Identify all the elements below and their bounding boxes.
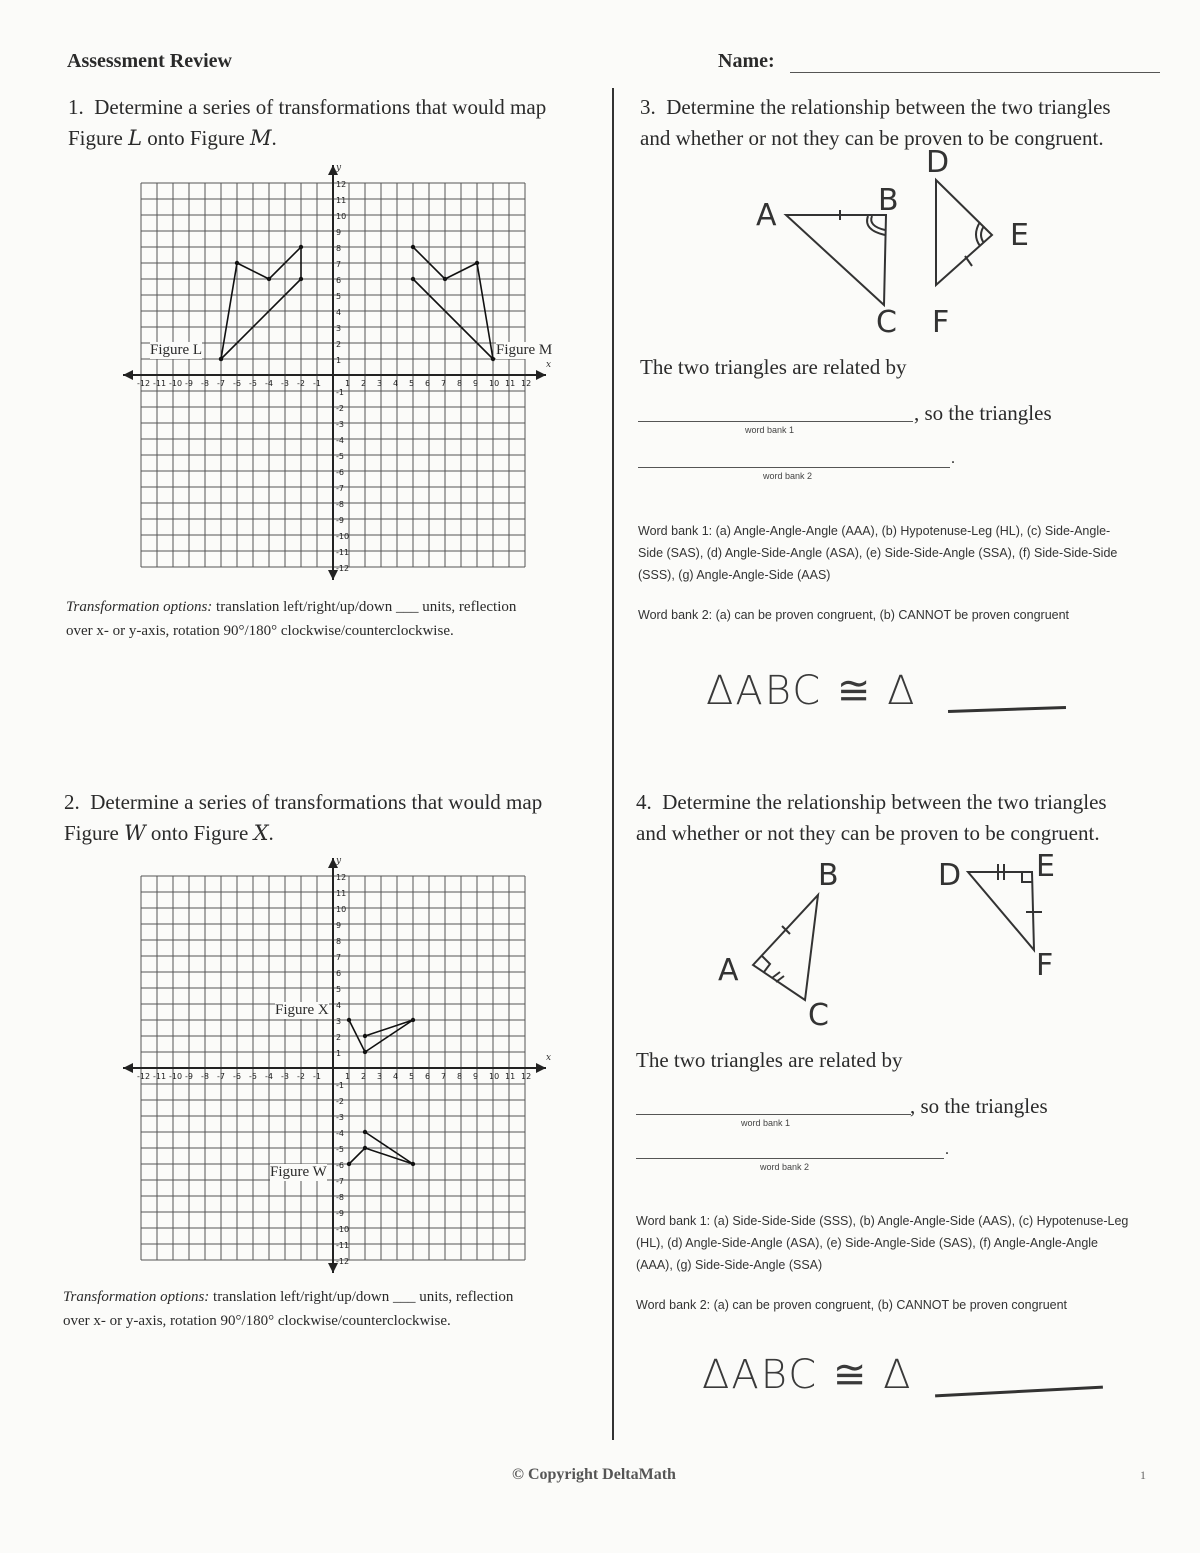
q4-wb1-line-1: Word bank 1: (a) Side-Side-Side (SSS), (b) Angle-Angle-Side (AAS), (c) Hypotenuse-Leg bbox=[636, 1214, 1129, 1228]
x-tick-label: 9 bbox=[473, 379, 479, 388]
y-tick-label: -7 bbox=[336, 484, 344, 493]
y-tick-label: 6 bbox=[336, 276, 342, 285]
right-angle-mark-e bbox=[1022, 872, 1032, 882]
x-tick-label: -3 bbox=[281, 379, 289, 388]
x-tick-label: 3 bbox=[377, 379, 383, 388]
q4-triangles-diagram bbox=[710, 850, 1080, 1035]
y-tick-label: -1 bbox=[336, 1081, 344, 1090]
x-tick-label: 10 bbox=[489, 1072, 500, 1081]
tick-mark bbox=[772, 972, 780, 978]
question-4 bbox=[636, 787, 1176, 849]
x-tick-label: -8 bbox=[201, 379, 209, 388]
y-tick-label: 8 bbox=[336, 937, 342, 946]
q3-wb2-caption: word bank 2 bbox=[763, 471, 813, 481]
figure-m-shape-vertex bbox=[475, 261, 479, 265]
q3-word-bank-1 bbox=[638, 520, 1168, 586]
figure-l-shape-vertex bbox=[299, 245, 303, 249]
x-tick-label: -2 bbox=[297, 1072, 305, 1081]
y-tick-label: -11 bbox=[336, 548, 350, 557]
y-tick-label: 3 bbox=[336, 324, 342, 333]
q3-number: 3. bbox=[640, 95, 656, 119]
figure-m-shape-vertex bbox=[443, 277, 447, 281]
name-label: Name: bbox=[718, 50, 775, 72]
q2-fig-from: W bbox=[124, 821, 146, 845]
q1-text-b-end: . bbox=[271, 126, 277, 150]
triangle-def bbox=[936, 180, 992, 285]
q3-wb1-caption: word bank 1 bbox=[745, 425, 795, 435]
y-tick-label: 7 bbox=[336, 260, 342, 269]
tick-mark bbox=[965, 256, 972, 266]
figure-w-label: Figure W bbox=[270, 1164, 327, 1180]
q2-number: 2. bbox=[64, 790, 80, 814]
figure-w-shape-vertex bbox=[363, 1130, 367, 1134]
x-tick-label: 10 bbox=[489, 379, 500, 388]
q3-so-triangles: , so the triangles bbox=[914, 401, 1052, 425]
figure-m-shape-vertex bbox=[411, 277, 415, 281]
figure-w-shape-vertex bbox=[363, 1146, 367, 1150]
figure-l-shape bbox=[221, 247, 301, 359]
x-tick-label: 11 bbox=[505, 1072, 516, 1081]
y-tick-label: -8 bbox=[336, 500, 344, 509]
y-tick-label: -5 bbox=[336, 1145, 344, 1154]
q3-wb1-line-2: Side (SAS), (d) Angle-Side-Angle (ASA), (e) Side-Side-Angle (SSA), (f) Side-Side-Side bbox=[638, 546, 1118, 560]
y-tick-label: -12 bbox=[336, 1257, 350, 1266]
figure-x-shape-vertex bbox=[411, 1018, 415, 1022]
q4-number: 4. bbox=[636, 790, 652, 814]
y-tick-label: 9 bbox=[336, 228, 342, 237]
y-tick-label: -9 bbox=[336, 516, 344, 525]
question-3 bbox=[640, 92, 1180, 154]
y-tick-label: 5 bbox=[336, 292, 342, 301]
q4-answer-blank-2[interactable] bbox=[636, 1157, 944, 1159]
y-axis-label: y bbox=[336, 163, 342, 173]
y-tick-label: -4 bbox=[336, 436, 344, 445]
angle-arc-e-2 bbox=[981, 226, 984, 243]
q2-options-label: Transformation options: bbox=[63, 1289, 210, 1305]
label-f: F bbox=[1036, 948, 1054, 983]
q2-fig-to: X bbox=[253, 821, 269, 845]
q4-so-triangles: , so the triangles bbox=[910, 1094, 1048, 1118]
coordinate-grid-1 bbox=[118, 160, 553, 585]
y-tick-label: 10 bbox=[336, 905, 347, 914]
copyright: © Copyright DeltaMath bbox=[512, 1466, 676, 1483]
q2-options-text-1: translation left/right/up/down ___ units, reflection bbox=[209, 1289, 514, 1305]
figure-m-label: Figure M bbox=[496, 342, 553, 358]
y-tick-label: 3 bbox=[336, 1017, 342, 1026]
q3-period: . bbox=[951, 450, 955, 467]
page-title: Assessment Review bbox=[67, 50, 232, 72]
figure-x-shape-vertex bbox=[347, 1018, 351, 1022]
angle-arc-b bbox=[871, 216, 885, 230]
q1-options-text-2: over x- or y-axis, rotation 90°/180° clockwise/counterclockwise. bbox=[66, 623, 454, 639]
column-divider bbox=[612, 88, 614, 1440]
q4-answer-blank-1[interactable] bbox=[636, 1113, 911, 1115]
name-field[interactable] bbox=[790, 56, 1160, 73]
x-axis-arrow-right bbox=[536, 370, 546, 380]
y-tick-label: 4 bbox=[336, 308, 342, 317]
q3-related-by: The two triangles are related by bbox=[640, 355, 907, 379]
figure-l-shape-vertex bbox=[267, 277, 271, 281]
label-c: C bbox=[876, 305, 897, 340]
x-tick-label: 3 bbox=[377, 1072, 383, 1081]
y-tick-label: 1 bbox=[336, 1049, 342, 1058]
y-tick-label: -4 bbox=[336, 1129, 344, 1138]
x-tick-label: -3 bbox=[281, 1072, 289, 1081]
x-tick-label: -2 bbox=[297, 379, 305, 388]
y-tick-label: -2 bbox=[336, 404, 344, 413]
q1-options-label: Transformation options: bbox=[66, 599, 213, 615]
q4-wb2-caption: word bank 2 bbox=[760, 1162, 810, 1172]
figure-m-shape-vertex bbox=[491, 357, 495, 361]
q1-text-b-mid: onto Figure bbox=[142, 126, 250, 150]
y-tick-label: 5 bbox=[336, 985, 342, 994]
q3-wb1-line-1: Word bank 1: (a) Angle-Angle-Angle (AAA), (b) Hypotenuse-Leg (HL), (c) Side-Angle- bbox=[638, 524, 1111, 538]
label-a: A bbox=[718, 953, 739, 988]
right-angle-mark-a bbox=[762, 956, 770, 972]
figure-l-label: Figure L bbox=[150, 342, 203, 358]
q1-fig-from: L bbox=[128, 126, 143, 150]
x-tick-label: -9 bbox=[185, 1072, 193, 1081]
y-tick-label: -8 bbox=[336, 1193, 344, 1202]
figure-m-shape bbox=[413, 247, 493, 359]
figure-x-shape-vertex bbox=[363, 1050, 367, 1054]
y-tick-label: 8 bbox=[336, 244, 342, 253]
q1-options bbox=[66, 595, 606, 643]
x-tick-label: 6 bbox=[425, 379, 431, 388]
label-e: E bbox=[1036, 850, 1055, 884]
x-axis-arrow-left bbox=[123, 1063, 133, 1073]
y-axis-label: y bbox=[336, 856, 342, 866]
y-tick-label: 9 bbox=[336, 921, 342, 930]
label-f: F bbox=[932, 305, 950, 340]
q1-fig-to: M bbox=[249, 126, 272, 150]
figure-x-label: Figure X bbox=[275, 1002, 329, 1018]
q2-options-text-2: over x- or y-axis, rotation 90°/180° clockwise/counterclockwise. bbox=[63, 1313, 451, 1329]
y-tick-label: -2 bbox=[336, 1097, 344, 1106]
x-tick-label: 5 bbox=[409, 379, 415, 388]
q3-handwritten-blank[interactable] bbox=[948, 706, 1066, 713]
y-tick-label: 2 bbox=[336, 1033, 342, 1042]
figure-w-shape-vertex bbox=[411, 1162, 415, 1166]
label-e: E bbox=[1010, 218, 1029, 253]
q1-number: 1. bbox=[68, 95, 84, 119]
q2-text-b-end: . bbox=[268, 821, 274, 845]
q4-wb1-line-2: (HL), (d) Angle-Side-Angle (ASA), (e) Side-Angle-Side (SAS), (f) Angle-Angle-Angle bbox=[636, 1236, 1099, 1250]
x-tick-label: -8 bbox=[201, 1072, 209, 1081]
figure-m-shape-vertex bbox=[411, 245, 415, 249]
q4-wb1-caption: word bank 1 bbox=[741, 1118, 791, 1128]
y-tick-label: 12 bbox=[336, 180, 347, 189]
x-tick-label: -6 bbox=[233, 1072, 241, 1081]
x-tick-label: -10 bbox=[169, 1072, 183, 1081]
q1-text-a: Determine a series of transformations that would map bbox=[94, 95, 547, 119]
x-axis-arrow-right bbox=[536, 1063, 546, 1073]
q3-word-bank-2: Word bank 2: (a) can be proven congruent, (b) CANNOT be proven congruent bbox=[638, 608, 1070, 622]
x-tick-label: -10 bbox=[169, 379, 183, 388]
y-tick-label: -1 bbox=[336, 388, 344, 397]
tick-mark bbox=[776, 976, 784, 982]
angle-arc-e bbox=[976, 222, 980, 246]
q4-handwritten-congruence: ΔABC ≅ Δ bbox=[702, 1352, 913, 1398]
y-tick-label: -10 bbox=[336, 1225, 350, 1234]
angle-arc-b-2 bbox=[867, 216, 885, 235]
label-d: D bbox=[926, 150, 950, 180]
x-tick-label: -9 bbox=[185, 379, 193, 388]
q4-period: . bbox=[945, 1141, 949, 1158]
x-tick-label: -1 bbox=[313, 379, 321, 388]
x-tick-label: -5 bbox=[249, 379, 257, 388]
y-tick-label: 10 bbox=[336, 212, 347, 221]
label-a: A bbox=[756, 198, 777, 233]
y-tick-label: -3 bbox=[336, 420, 344, 429]
q4-wb1-line-3: (AAA), (g) Side-Side-Angle (SSA) bbox=[636, 1258, 823, 1272]
x-tick-label: -7 bbox=[217, 379, 225, 388]
q2-text-b-mid: onto Figure bbox=[145, 821, 254, 845]
figure-w-shape-vertex bbox=[347, 1162, 351, 1166]
x-tick-label: 1 bbox=[345, 379, 351, 388]
q4-text-b: and whether or not they can be proven to be congruent. bbox=[636, 821, 1100, 845]
y-tick-label: -5 bbox=[336, 452, 344, 461]
x-tick-label: 2 bbox=[361, 1072, 367, 1081]
q4-text-a: Determine the relationship between the two triangles bbox=[662, 790, 1107, 814]
triangle-abc bbox=[753, 895, 818, 1000]
label-d: D bbox=[938, 858, 962, 893]
x-tick-label: 2 bbox=[361, 379, 367, 388]
q3-answer-blank-1[interactable] bbox=[638, 420, 913, 422]
x-tick-label: 11 bbox=[505, 379, 516, 388]
y-tick-label: -11 bbox=[336, 1241, 350, 1250]
label-b: B bbox=[878, 183, 899, 218]
q3-wb1-line-3: (SSS), (g) Angle-Angle-Side (AAS) bbox=[638, 568, 831, 582]
x-tick-label: -1 bbox=[313, 1072, 321, 1081]
y-tick-label: 11 bbox=[336, 196, 347, 205]
figure-l-shape-vertex bbox=[235, 261, 239, 265]
x-tick-label: -4 bbox=[265, 379, 273, 388]
x-tick-label: 4 bbox=[393, 379, 399, 388]
coordinate-grid-2 bbox=[118, 853, 553, 1278]
x-tick-label: 8 bbox=[457, 1072, 463, 1081]
q4-word-bank-2: Word bank 2: (a) can be proven congruent, (b) CANNOT be proven congruent bbox=[636, 1298, 1068, 1312]
x-tick-label: 4 bbox=[393, 1072, 399, 1081]
y-tick-label: -10 bbox=[336, 532, 350, 541]
q1-text-b-pre: Figure bbox=[68, 126, 129, 150]
x-axis-label: x bbox=[546, 360, 552, 370]
y-tick-label: -12 bbox=[336, 564, 350, 573]
x-axis-arrow-left bbox=[123, 370, 133, 380]
y-tick-label: 1 bbox=[336, 356, 342, 365]
triangle-def bbox=[968, 872, 1034, 950]
figure-l-shape-vertex bbox=[219, 357, 223, 361]
y-tick-label: 7 bbox=[336, 953, 342, 962]
y-tick-label: 4 bbox=[336, 1001, 342, 1010]
x-tick-label: -7 bbox=[217, 1072, 225, 1081]
x-tick-label: -11 bbox=[153, 379, 167, 388]
q3-text-b: and whether or not they can be proven to be congruent. bbox=[640, 126, 1104, 150]
y-tick-label: -6 bbox=[336, 1161, 344, 1170]
x-tick-label: -12 bbox=[137, 379, 151, 388]
y-tick-label: 2 bbox=[336, 340, 342, 349]
y-tick-label: 6 bbox=[336, 969, 342, 978]
q4-word-bank-1 bbox=[636, 1210, 1176, 1276]
y-tick-label: -9 bbox=[336, 1209, 344, 1218]
y-tick-label: 12 bbox=[336, 873, 347, 882]
label-b: B bbox=[818, 858, 839, 893]
figure-l-shape-vertex bbox=[299, 277, 303, 281]
x-tick-label: -5 bbox=[249, 1072, 257, 1081]
q3-answer-blank-2[interactable] bbox=[638, 466, 950, 468]
q3-handwritten-congruence: ΔABC ≅ Δ bbox=[706, 668, 917, 714]
y-tick-label: -6 bbox=[336, 468, 344, 477]
q3-triangles-diagram bbox=[740, 150, 1060, 340]
x-tick-label: 12 bbox=[521, 379, 532, 388]
page-number: 1 bbox=[1140, 1468, 1146, 1482]
question-2 bbox=[64, 787, 604, 849]
x-axis-label: x bbox=[546, 1053, 552, 1063]
q4-related-by: The two triangles are related by bbox=[636, 1048, 903, 1072]
y-tick-label: -7 bbox=[336, 1177, 344, 1186]
q2-options bbox=[63, 1285, 608, 1333]
x-tick-label: 9 bbox=[473, 1072, 479, 1081]
figure-x-shape-vertex bbox=[363, 1034, 367, 1038]
x-tick-label: -11 bbox=[153, 1072, 167, 1081]
x-tick-label: -6 bbox=[233, 379, 241, 388]
x-tick-label: 7 bbox=[441, 1072, 447, 1081]
x-tick-label: 1 bbox=[345, 1072, 351, 1081]
y-tick-label: 11 bbox=[336, 889, 347, 898]
q2-text-a: Determine a series of transformations that would map bbox=[90, 790, 543, 814]
x-tick-label: 8 bbox=[457, 379, 463, 388]
x-tick-label: -4 bbox=[265, 1072, 273, 1081]
q3-text-a: Determine the relationship between the two triangles bbox=[666, 95, 1111, 119]
x-tick-label: -12 bbox=[137, 1072, 151, 1081]
x-tick-label: 6 bbox=[425, 1072, 431, 1081]
q2-text-b-pre: Figure bbox=[64, 821, 125, 845]
y-tick-label: -3 bbox=[336, 1113, 344, 1122]
q1-options-text-1: translation left/right/up/down ___ units, reflection bbox=[212, 599, 517, 615]
x-tick-label: 12 bbox=[521, 1072, 532, 1081]
q4-handwritten-blank[interactable] bbox=[935, 1386, 1103, 1398]
label-c: C bbox=[808, 998, 829, 1033]
x-tick-label: 7 bbox=[441, 379, 447, 388]
x-tick-label: 5 bbox=[409, 1072, 415, 1081]
question-1 bbox=[68, 92, 598, 154]
